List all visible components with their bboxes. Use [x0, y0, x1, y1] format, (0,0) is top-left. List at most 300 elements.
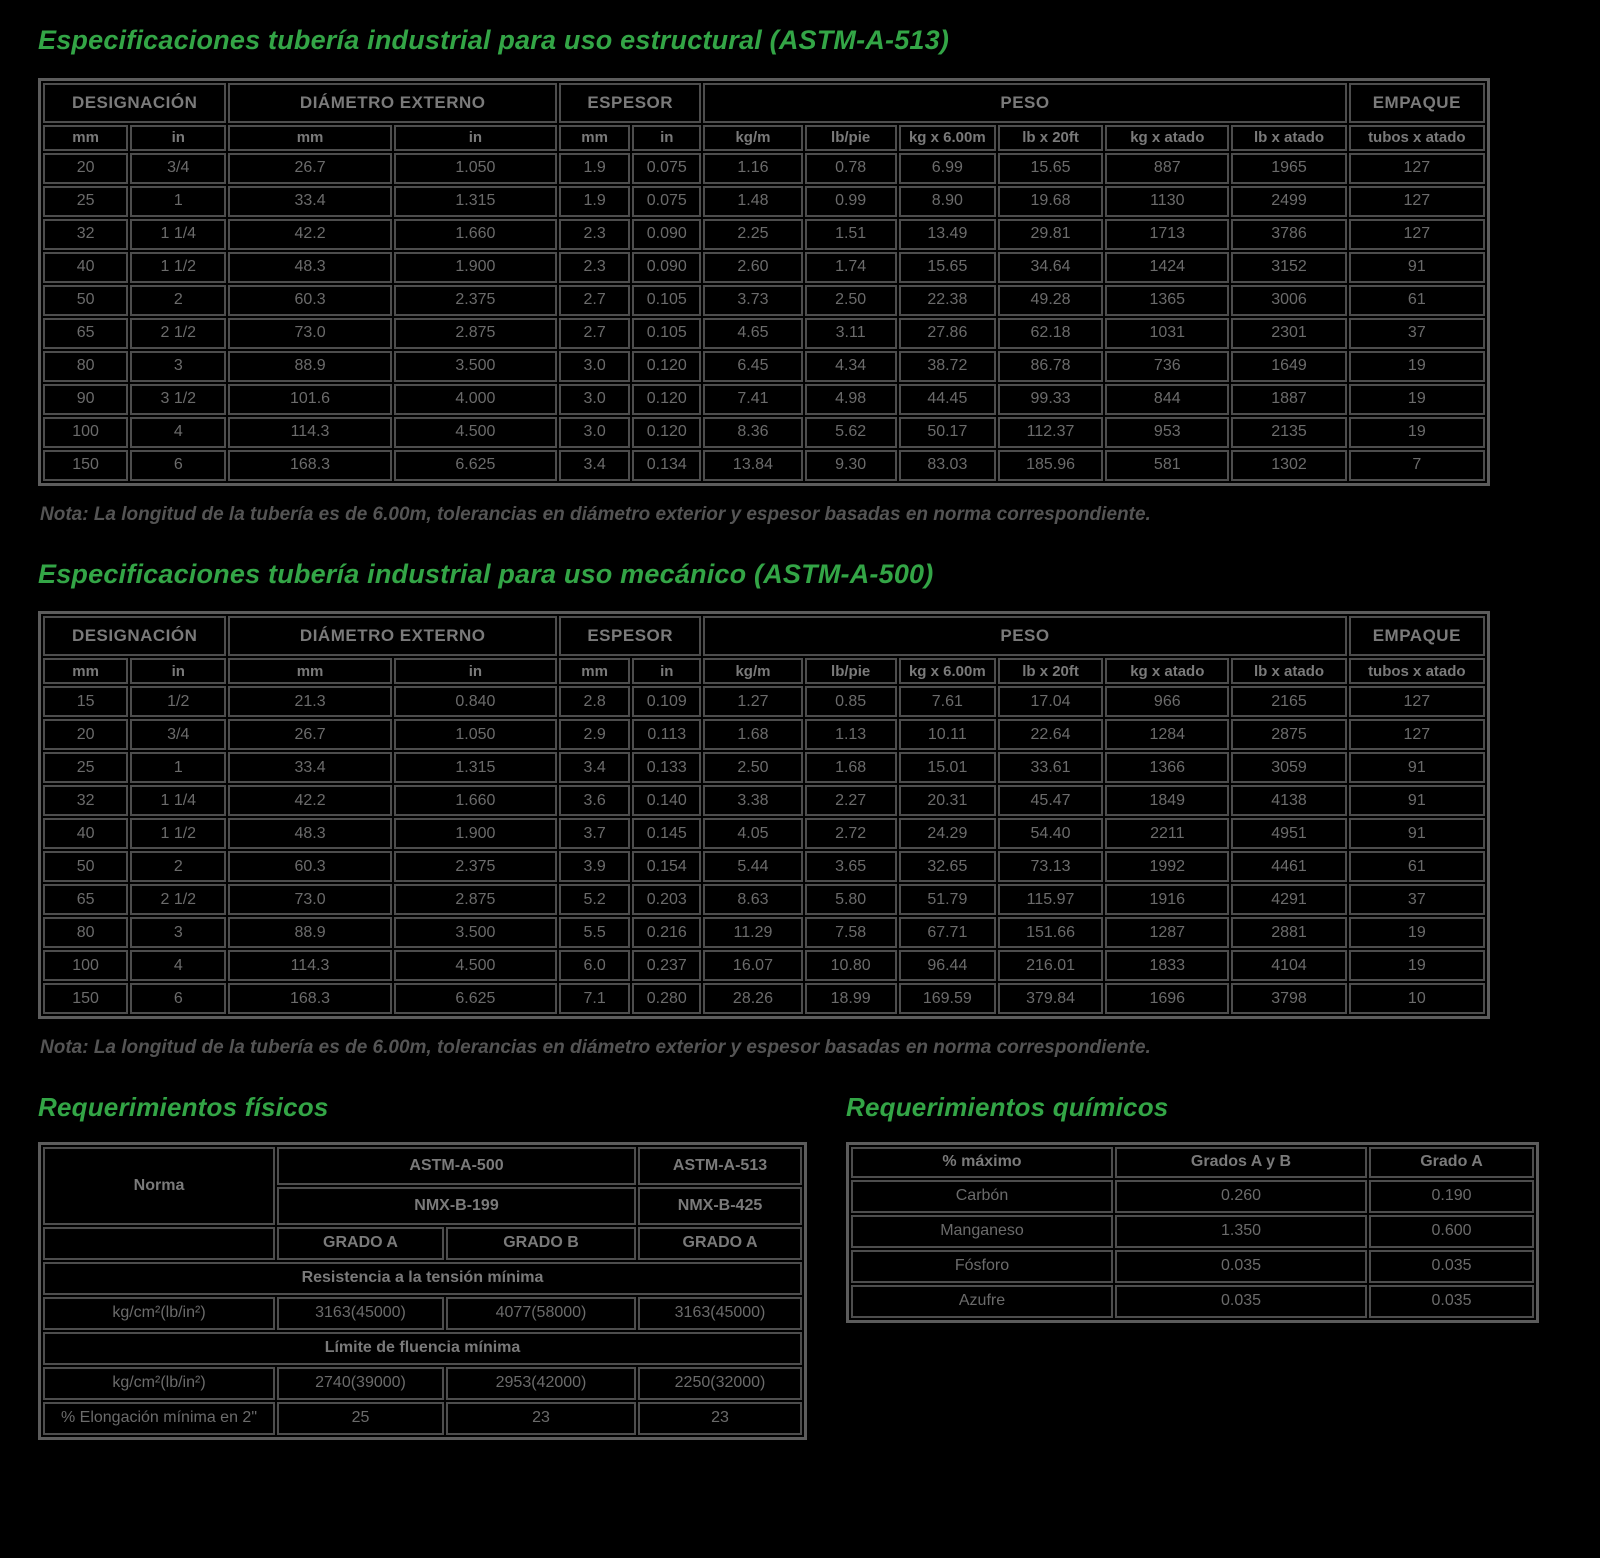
table-cell: 2 1/2: [130, 884, 226, 915]
unit-header-row: [43, 125, 1485, 151]
table-cell: 3.0: [559, 384, 630, 415]
header-empaque: EMPAQUE: [1349, 83, 1485, 123]
table-cell: 2.875: [394, 884, 557, 915]
table-cell: 80: [43, 917, 128, 948]
table-cell: 50.17: [899, 417, 996, 448]
table-cell: 169.59: [899, 983, 996, 1014]
table-cell: 88.9: [228, 351, 391, 382]
table-cell: 168.3: [228, 983, 391, 1014]
table-cell: 9.30: [805, 450, 897, 481]
table-cell: 4.05: [703, 818, 802, 849]
table-cell: 1.900: [394, 252, 557, 283]
table-cell: 185.96: [998, 450, 1103, 481]
column-header: mm: [559, 658, 630, 684]
table-cell: 2875: [1231, 719, 1346, 750]
table-cell: 844: [1105, 384, 1229, 415]
table-cell: 1.660: [394, 219, 557, 250]
table-cell: 22.64: [998, 719, 1103, 750]
table-cell: 32.65: [899, 851, 996, 882]
table-cell: 7: [1349, 450, 1485, 481]
table-cell: 83.03: [899, 450, 996, 481]
table-cell: 1: [130, 186, 226, 217]
table-cell: 4: [130, 950, 226, 981]
mechanical-section-title: Especificaciones tubería industrial para uso mecánico (ASTM-A-500): [38, 558, 934, 589]
column-header: Grado A: [1369, 1147, 1534, 1178]
table-cell: 1.050: [394, 153, 557, 184]
table-cell: 2.9: [559, 719, 630, 750]
table-cell: 60.3: [228, 851, 391, 882]
column-header: kg/m: [703, 658, 802, 684]
table-cell: 96.44: [899, 950, 996, 981]
table-cell: 1366: [1105, 752, 1229, 783]
table-cell: 1.27: [703, 686, 802, 717]
table-cell: 216.01: [998, 950, 1103, 981]
table-cell: 6: [130, 450, 226, 481]
table-cell: 2211: [1105, 818, 1229, 849]
table-cell: 0.78: [805, 153, 897, 184]
table-cell: 115.97: [998, 884, 1103, 915]
table-cell: 42.2: [228, 219, 391, 250]
table-cell: 6.625: [394, 450, 557, 481]
table-cell: 127: [1349, 686, 1485, 717]
table-cell: 34.64: [998, 252, 1103, 283]
elongation-row: [43, 1402, 802, 1435]
table-cell: 2881: [1231, 917, 1346, 948]
table-cell: 0.075: [632, 186, 701, 217]
table-cell: 0.600: [1369, 1215, 1534, 1248]
table-cell: 2.50: [805, 285, 897, 316]
table-cell: 23: [446, 1402, 636, 1435]
header-peso: PESO: [703, 83, 1346, 123]
table-cell: 3006: [1231, 285, 1346, 316]
table-cell: 4.500: [394, 950, 557, 981]
table-cell: 5.5: [559, 917, 630, 948]
grado-a-label: GRADO A: [277, 1227, 444, 1260]
column-header: in: [394, 125, 557, 151]
table-cell: 54.40: [998, 818, 1103, 849]
table-cell: 23: [638, 1402, 802, 1435]
table-cell: 3059: [1231, 752, 1346, 783]
table-cell: 3163(45000): [638, 1297, 802, 1330]
header-espesor: ESPESOR: [559, 83, 701, 123]
column-header: mm: [43, 125, 128, 151]
table-row: [43, 153, 1485, 184]
table-cell: 1833: [1105, 950, 1229, 981]
table-cell: 19: [1349, 384, 1485, 415]
table-row: [43, 950, 1485, 981]
group-header-row: [43, 616, 1485, 656]
table-cell: 0.109: [632, 686, 701, 717]
norma-label: Norma: [43, 1147, 275, 1225]
fluencia-values-row: [43, 1367, 802, 1400]
column-header: kg x 6.00m: [899, 658, 996, 684]
table-cell: 6.99: [899, 153, 996, 184]
table-cell: 1302: [1231, 450, 1346, 481]
table-cell: 44.45: [899, 384, 996, 415]
table-cell: 3.73: [703, 285, 802, 316]
table-cell: 2953(42000): [446, 1367, 636, 1400]
table-cell: 6.45: [703, 351, 802, 382]
table-row: [43, 884, 1485, 915]
column-header: in: [632, 125, 701, 151]
table-cell: 3.7: [559, 818, 630, 849]
table-cell: 3152: [1231, 252, 1346, 283]
table-cell: 99.33: [998, 384, 1103, 415]
column-header: kg x atado: [1105, 125, 1229, 151]
table-cell: 62.18: [998, 318, 1103, 349]
table-cell: 1 1/2: [130, 818, 226, 849]
table-cell: 0.035: [1369, 1285, 1534, 1318]
table-cell: 20: [43, 153, 128, 184]
table-cell: 0.105: [632, 285, 701, 316]
table-cell: 25: [43, 186, 128, 217]
table-cell: 4077(58000): [446, 1297, 636, 1330]
table-row: [43, 186, 1485, 217]
table-cell: 67.71: [899, 917, 996, 948]
table-cell: 736: [1105, 351, 1229, 382]
table-cell: 15.65: [998, 153, 1103, 184]
fluencia-band-label: Límite de fluencia mínima: [43, 1332, 802, 1365]
table-cell: 90: [43, 384, 128, 415]
header-designacion: DESIGNACIÓN: [43, 83, 226, 123]
structural-table-body: [43, 153, 1485, 481]
table-cell: 0.035: [1115, 1250, 1367, 1283]
table-cell: 11.29: [703, 917, 802, 948]
grado-b-label: GRADO B: [446, 1227, 636, 1260]
table-cell: 21.3: [228, 686, 391, 717]
table-cell: 3.0: [559, 351, 630, 382]
table-cell: 42.2: [228, 785, 391, 816]
header-espesor: ESPESOR: [559, 616, 701, 656]
column-header: kg x atado: [1105, 658, 1229, 684]
table-cell: 1.13: [805, 719, 897, 750]
norma-header-row: [43, 1147, 802, 1185]
structural-table-note: Nota: La longitud de la tubería es de 6.00m, tolerancias en diámetro exterior y espesor basadas en norma correspondiente.: [40, 503, 1151, 525]
table-cell: 17.04: [998, 686, 1103, 717]
table-cell: 887: [1105, 153, 1229, 184]
table-cell: 19: [1349, 417, 1485, 448]
table-cell: Manganeso: [851, 1215, 1113, 1248]
table-cell: 151.66: [998, 917, 1103, 948]
table-cell: 16.07: [703, 950, 802, 981]
elongation-label: % Elongación mínima en 2": [43, 1402, 275, 1435]
table-cell: 7.61: [899, 686, 996, 717]
table-cell: 0.090: [632, 252, 701, 283]
table-row: [851, 1215, 1534, 1248]
table-cell: 2.72: [805, 818, 897, 849]
table-cell: 1.68: [805, 752, 897, 783]
mechanical-spec-table: [38, 611, 1490, 1019]
table-cell: 0.840: [394, 686, 557, 717]
table-cell: 127: [1349, 186, 1485, 217]
table-cell: 3/4: [130, 153, 226, 184]
table-cell: 25: [43, 752, 128, 783]
table-cell: 100: [43, 417, 128, 448]
table-cell: 8.36: [703, 417, 802, 448]
table-cell: 60.3: [228, 285, 391, 316]
table-cell: 91: [1349, 252, 1485, 283]
table-cell: 2499: [1231, 186, 1346, 217]
table-cell: 2.7: [559, 285, 630, 316]
table-cell: 19: [1349, 917, 1485, 948]
table-cell: 40: [43, 818, 128, 849]
table-cell: 1.51: [805, 219, 897, 250]
table-cell: 966: [1105, 686, 1229, 717]
table-cell: 1965: [1231, 153, 1346, 184]
table-cell: 73.13: [998, 851, 1103, 882]
table-cell: 2: [130, 851, 226, 882]
table-cell: 2250(32000): [638, 1367, 802, 1400]
table-cell: 3.38: [703, 785, 802, 816]
table-cell: 1.350: [1115, 1215, 1367, 1248]
unit-label: kg/cm²(lb/in²): [43, 1367, 275, 1400]
column-header: kg/m: [703, 125, 802, 151]
table-cell: 40: [43, 252, 128, 283]
table-cell: 1287: [1105, 917, 1229, 948]
table-cell: 0.99: [805, 186, 897, 217]
table-cell: 3: [130, 917, 226, 948]
table-cell: 26.7: [228, 153, 391, 184]
table-cell: 1.48: [703, 186, 802, 217]
table-cell: 0.85: [805, 686, 897, 717]
table-cell: 37: [1349, 884, 1485, 915]
table-cell: 13.49: [899, 219, 996, 250]
table-cell: 19: [1349, 950, 1485, 981]
table-cell: 10.11: [899, 719, 996, 750]
table-cell: 1284: [1105, 719, 1229, 750]
table-cell: 0.113: [632, 719, 701, 750]
chemical-req-title: Requerimientos químicos: [846, 1092, 1169, 1123]
table-cell: 1.9: [559, 186, 630, 217]
empty-cell: [43, 1227, 275, 1260]
table-cell: 2.27: [805, 785, 897, 816]
table-cell: 2.375: [394, 285, 557, 316]
table-cell: 65: [43, 318, 128, 349]
column-header: in: [130, 125, 226, 151]
physical-requirements-column: [38, 1093, 838, 1440]
table-cell: 5.62: [805, 417, 897, 448]
table-row: [43, 318, 1485, 349]
table-cell: 3.6: [559, 785, 630, 816]
table-cell: 3.4: [559, 450, 630, 481]
table-row: [43, 719, 1485, 750]
table-cell: 1.16: [703, 153, 802, 184]
table-cell: 5.2: [559, 884, 630, 915]
table-row: [43, 384, 1485, 415]
table-cell: 32: [43, 219, 128, 250]
table-cell: 0.120: [632, 384, 701, 415]
table-row: [43, 450, 1485, 481]
table-cell: 6: [130, 983, 226, 1014]
table-cell: 4951: [1231, 818, 1346, 849]
table-cell: 150: [43, 450, 128, 481]
table-cell: 2135: [1231, 417, 1346, 448]
table-cell: 61: [1349, 285, 1485, 316]
table-cell: 114.3: [228, 417, 391, 448]
table-cell: 33.4: [228, 752, 391, 783]
table-cell: 0.237: [632, 950, 701, 981]
mechanical-table-body: [43, 686, 1485, 1014]
structural-spec-table: [38, 78, 1490, 486]
table-cell: 0.035: [1369, 1250, 1534, 1283]
chemical-req-table: [846, 1142, 1539, 1323]
table-cell: 10.80: [805, 950, 897, 981]
table-cell: 1/2: [130, 686, 226, 717]
table-cell: 953: [1105, 417, 1229, 448]
table-cell: 1031: [1105, 318, 1229, 349]
header-designacion: DESIGNACIÓN: [43, 616, 226, 656]
table-cell: 4.500: [394, 417, 557, 448]
table-cell: 1649: [1231, 351, 1346, 382]
column-header: % máximo: [851, 1147, 1113, 1178]
table-cell: 150: [43, 983, 128, 1014]
column-header: lb x 20ft: [998, 125, 1103, 151]
physical-req-title: Requerimientos físicos: [38, 1092, 329, 1123]
fluencia-band-row: [43, 1332, 802, 1365]
table-cell: 15.01: [899, 752, 996, 783]
table-cell: 88.9: [228, 917, 391, 948]
table-cell: 45.47: [998, 785, 1103, 816]
table-cell: 27.86: [899, 318, 996, 349]
unit-label: kg/cm²(lb/in²): [43, 1297, 275, 1330]
table-cell: 0.154: [632, 851, 701, 882]
table-cell: 6.0: [559, 950, 630, 981]
table-cell: 4461: [1231, 851, 1346, 882]
grade-row: [43, 1227, 802, 1260]
table-cell: 1916: [1105, 884, 1229, 915]
structural-section-title: Especificaciones tubería industrial para uso estructural (ASTM-A-513): [38, 25, 950, 55]
table-cell: 0.133: [632, 752, 701, 783]
table-cell: 127: [1349, 153, 1485, 184]
tension-values-row: [43, 1297, 802, 1330]
table-cell: 1 1/4: [130, 785, 226, 816]
table-cell: 2.8: [559, 686, 630, 717]
table-cell: 91: [1349, 752, 1485, 783]
table-row: [851, 1180, 1534, 1213]
table-cell: 114.3: [228, 950, 391, 981]
table-cell: 3798: [1231, 983, 1346, 1014]
astm-a500-label: ASTM-A-500: [277, 1147, 636, 1185]
table-cell: 3.500: [394, 917, 557, 948]
unit-header-row: [43, 658, 1485, 684]
table-cell: 2.60: [703, 252, 802, 283]
table-cell: 3163(45000): [277, 1297, 444, 1330]
header-peso: PESO: [703, 616, 1346, 656]
table-cell: 2.3: [559, 219, 630, 250]
physical-req-table: [38, 1142, 807, 1440]
table-cell: 2165: [1231, 686, 1346, 717]
table-cell: 3.65: [805, 851, 897, 882]
table-cell: 3: [130, 351, 226, 382]
table-cell: 1: [130, 752, 226, 783]
table-cell: 4138: [1231, 785, 1346, 816]
table-cell: 0.190: [1369, 1180, 1534, 1213]
table-cell: 1.315: [394, 186, 557, 217]
table-cell: 0.105: [632, 318, 701, 349]
table-cell: 51.79: [899, 884, 996, 915]
table-cell: 80: [43, 351, 128, 382]
table-cell: 0.090: [632, 219, 701, 250]
table-cell: 28.26: [703, 983, 802, 1014]
table-cell: 2.3: [559, 252, 630, 283]
column-header: mm: [43, 658, 128, 684]
table-cell: Carbón: [851, 1180, 1113, 1213]
table-cell: 29.81: [998, 219, 1103, 250]
table-cell: 24.29: [899, 818, 996, 849]
table-cell: 61: [1349, 851, 1485, 882]
table-cell: 3.0: [559, 417, 630, 448]
column-header: mm: [559, 125, 630, 151]
table-cell: 1.050: [394, 719, 557, 750]
table-cell: 7.41: [703, 384, 802, 415]
table-cell: 15.65: [899, 252, 996, 283]
table-cell: 0.260: [1115, 1180, 1367, 1213]
table-cell: 7.1: [559, 983, 630, 1014]
table-row: [43, 983, 1485, 1014]
column-header: lb/pie: [805, 125, 897, 151]
table-cell: 379.84: [998, 983, 1103, 1014]
chemical-table-body: [851, 1180, 1534, 1318]
chemical-requirements-column: [846, 1093, 1539, 1323]
table-cell: 3 1/2: [130, 384, 226, 415]
table-row: [851, 1250, 1534, 1283]
table-cell: 3786: [1231, 219, 1346, 250]
table-cell: 50: [43, 285, 128, 316]
column-header: in: [632, 658, 701, 684]
table-cell: 91: [1349, 818, 1485, 849]
table-cell: 1 1/2: [130, 252, 226, 283]
table-cell: 1992: [1105, 851, 1229, 882]
table-cell: 1887: [1231, 384, 1346, 415]
table-cell: 15: [43, 686, 128, 717]
table-cell: 37: [1349, 318, 1485, 349]
table-row: [43, 851, 1485, 882]
table-cell: 2.375: [394, 851, 557, 882]
chemical-header-row: [851, 1147, 1534, 1178]
table-cell: 0.120: [632, 351, 701, 382]
table-row: [43, 917, 1485, 948]
table-cell: 581: [1105, 450, 1229, 481]
table-cell: 1.315: [394, 752, 557, 783]
table-cell: 7.58: [805, 917, 897, 948]
table-cell: 73.0: [228, 318, 391, 349]
table-cell: 48.3: [228, 252, 391, 283]
table-row: [43, 285, 1485, 316]
column-header: tubos x atado: [1349, 658, 1485, 684]
table-cell: 20.31: [899, 785, 996, 816]
table-cell: 25: [277, 1402, 444, 1435]
table-cell: 22.38: [899, 285, 996, 316]
table-cell: 3.11: [805, 318, 897, 349]
table-cell: 2.7: [559, 318, 630, 349]
table-cell: 2.25: [703, 219, 802, 250]
table-cell: 1.660: [394, 785, 557, 816]
column-header: kg x 6.00m: [899, 125, 996, 151]
column-header: lb x 20ft: [998, 658, 1103, 684]
table-cell: 1365: [1105, 285, 1229, 316]
table-cell: 73.0: [228, 884, 391, 915]
table-cell: 4.98: [805, 384, 897, 415]
table-row: [43, 818, 1485, 849]
table-cell: 4291: [1231, 884, 1346, 915]
table-cell: 0.140: [632, 785, 701, 816]
table-cell: 1713: [1105, 219, 1229, 250]
table-cell: 20: [43, 719, 128, 750]
column-header: lb x atado: [1231, 125, 1346, 151]
table-cell: 3.9: [559, 851, 630, 882]
table-row: [43, 785, 1485, 816]
table-cell: 101.6: [228, 384, 391, 415]
